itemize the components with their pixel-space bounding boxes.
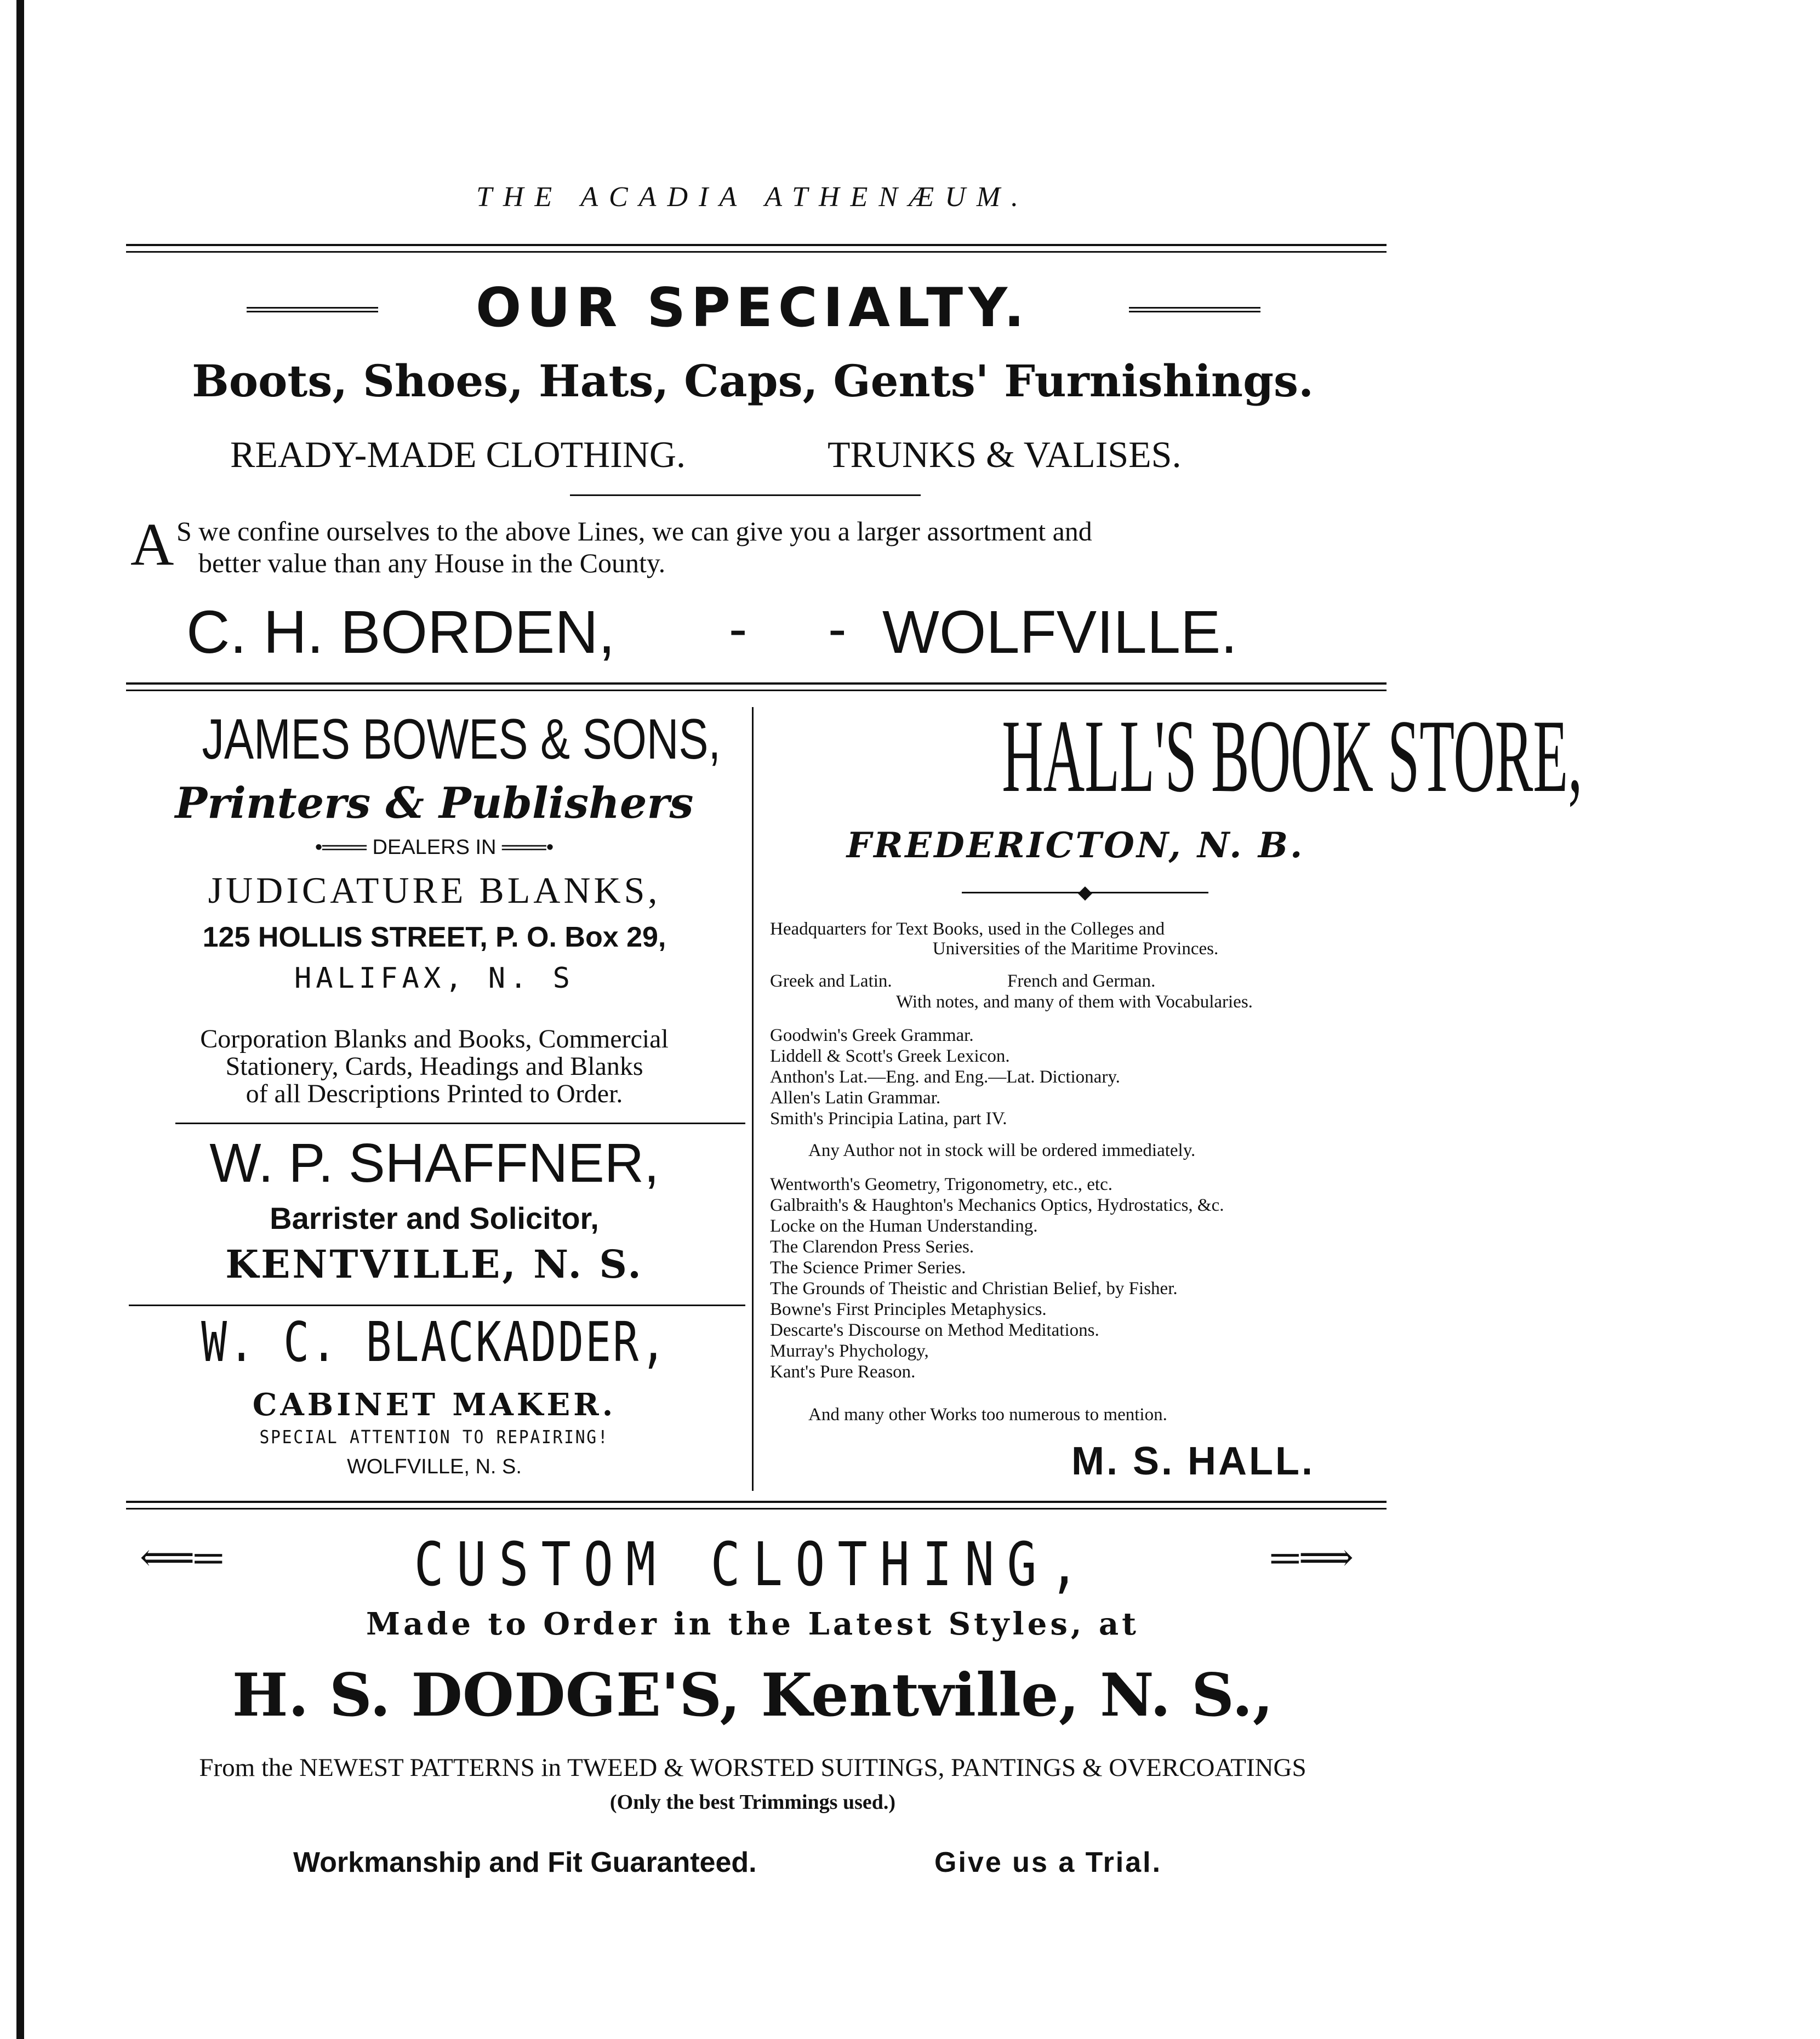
dodge-right-arrow-icon: ═⟹ <box>1271 1537 1354 1579</box>
blackadder-note-text: SPECIAL ATTENTION TO REPAIRING! <box>259 1426 609 1448</box>
specialty-title: OUR SPECIALTY. <box>475 277 1030 339</box>
specialty-goods: Boots, Shoes, Hats, Caps, Gents' Furnishings. <box>192 355 1314 407</box>
hall-lang-b: French and German. <box>1007 971 1156 991</box>
bowes-city: HALIFAX, N. S <box>294 962 574 995</box>
hall-name-text: HALL'S BOOK STORE, <box>1002 699 1583 814</box>
bowes-address: 125 HOLLIS STREET, P. O. Box 29, <box>202 921 666 953</box>
hall-proprietor: M. S. HALL. <box>1071 1439 1315 1483</box>
merchant-town: WOLFVILLE. <box>882 599 1237 666</box>
column-divider <box>752 707 754 1491</box>
blackadder-name <box>129 1310 740 1374</box>
section-rule-bottom <box>126 690 1387 691</box>
specialty-drop-cap: A <box>130 511 174 578</box>
header-rule-top <box>126 244 1387 246</box>
hall-book-item: The Science Primer Series. <box>770 1258 966 1278</box>
hall-lang-note: With notes, and many of them with Vocabularies. <box>896 992 1253 1012</box>
bowes-dealers <box>129 836 740 859</box>
hall-any-author: Any Author not in stock will be ordered immediately. <box>808 1141 1196 1160</box>
hall-book-item: Wentworth's Geometry, Trigonometry, etc., etc. <box>770 1175 1112 1194</box>
hall-book-item: Galbraith's & Haughton's Mechanics Optics, Hydrostatics, &c. <box>770 1195 1224 1215</box>
hall-book-item: Goodwin's Greek Grammar. <box>770 1026 974 1045</box>
hall-book-item: Kant's Pure Reason. <box>770 1362 916 1382</box>
blackadder-note <box>129 1426 740 1448</box>
dodge-trimmings: (Only the best Trimmings used.) <box>609 1791 896 1814</box>
specialty-short-rule <box>570 494 921 496</box>
bowes-desc-2: Stationery, Cards, Headings and Blanks <box>225 1052 643 1081</box>
dodge-rule-bottom <box>126 1508 1387 1510</box>
specialty-clothing: READY-MADE CLOTHING. <box>230 434 686 475</box>
shaffner-name: W. P. SHAFFNER, <box>209 1132 659 1194</box>
blackadder-trade: CABINET MAKER. <box>252 1387 617 1423</box>
shaffner-profession: Barrister and Solicitor, <box>270 1201 599 1235</box>
hall-book-item: Descarte's Discourse on Method Meditations. <box>770 1320 1099 1340</box>
dodge-left-arrow-icon: ⟸═ <box>140 1537 222 1579</box>
section-rule-top <box>126 682 1387 685</box>
shaffner-rule <box>129 1305 745 1306</box>
shaffner-town: KENTVILLE, N. S. <box>225 1241 643 1287</box>
bowes-rule <box>175 1123 745 1124</box>
running-title: THE ACADIA ATHENÆUM. <box>476 181 1030 213</box>
header-rule-bottom <box>126 251 1387 253</box>
hall-lang-a: Greek and Latin. <box>770 971 892 991</box>
hall-book-item: Locke on the Human Understanding. <box>770 1216 1038 1236</box>
bowes-desc-3: of all Descriptions Printed to Order. <box>246 1079 623 1108</box>
dodge-name: H. S. DODGE'S, Kentville, N. S., <box>232 1661 1274 1730</box>
bowes-dealers-text: DEALERS IN <box>372 836 497 859</box>
hall-city: FREDERICTON, N. B. <box>846 825 1305 866</box>
specialty-body-line1: S we confine ourselves to the above Lines, we can give you a larger assortment and <box>176 516 1092 546</box>
blackadder-name-text: W. C. BLACKADDER, <box>201 1310 668 1374</box>
hall-many-other: And many other Works too numerous to mention. <box>808 1405 1167 1425</box>
hall-book-item: The Grounds of Theistic and Christian Belief, by Fisher. <box>770 1279 1178 1298</box>
merchant-separator: - - <box>729 598 880 659</box>
bowes-trade: Printers & Publishers <box>175 778 694 828</box>
left-hand-ornament: •═══ <box>315 836 367 859</box>
hall-book-item: Murray's Phychology, <box>770 1341 929 1361</box>
hall-hq-2: Universities of the Maritime Provinces. <box>932 939 1219 959</box>
hall-book-item: Liddell & Scott's Greek Lexicon. <box>770 1046 1010 1066</box>
hall-name <box>764 699 1583 814</box>
specialty-trunks: TRUNKS & VALISES. <box>828 434 1182 475</box>
hall-book-item: The Clarendon Press Series. <box>770 1237 974 1257</box>
blackadder-town: WOLFVILLE, N. S. <box>347 1455 522 1478</box>
dodge-rule-top <box>126 1501 1387 1503</box>
dodge-trial: Give us a Trial. <box>934 1847 1162 1878</box>
dodge-patterns: From the NEWEST PATTERNS in TWEED & WORSTED SUITINGS, PANTINGS & OVERCOATINGS <box>199 1753 1306 1782</box>
hall-book-item: Smith's Principia Latina, part IV. <box>770 1109 1007 1129</box>
dodge-subtitle: Made to Order in the Latest Styles, at <box>366 1606 1139 1642</box>
hall-hq-1: Headquarters for Text Books, used in the Colleges and <box>770 919 1165 939</box>
bowes-name <box>129 707 740 772</box>
right-hand-ornament: ═══• <box>502 836 554 859</box>
hall-ornament-icon: ◆ <box>1077 882 1093 903</box>
bowes-blanks: JUDICATURE BLANKS, <box>208 869 661 911</box>
bowes-name-text: JAMES BOWES & SONS, <box>202 708 721 771</box>
bowes-desc-1: Corporation Blanks and Books, Commercial <box>200 1024 669 1053</box>
dodge-guarantee: Workmanship and Fit Guaranteed. <box>293 1847 757 1878</box>
dodge-title-text: CUSTOM CLOTHING, <box>414 1529 1092 1599</box>
hall-book-item: Allen's Latin Grammar. <box>770 1088 941 1108</box>
dodge-title <box>0 1529 1505 1599</box>
merchant-name: C. H. BORDEN, <box>186 599 615 666</box>
specialty-body-line2: better value than any House in the County. <box>198 548 666 578</box>
hall-book-item: Anthon's Lat.—Eng. and Eng.—Lat. Dictionary. <box>770 1067 1120 1087</box>
hall-book-item: Bowne's First Principles Metaphysics. <box>770 1300 1047 1319</box>
